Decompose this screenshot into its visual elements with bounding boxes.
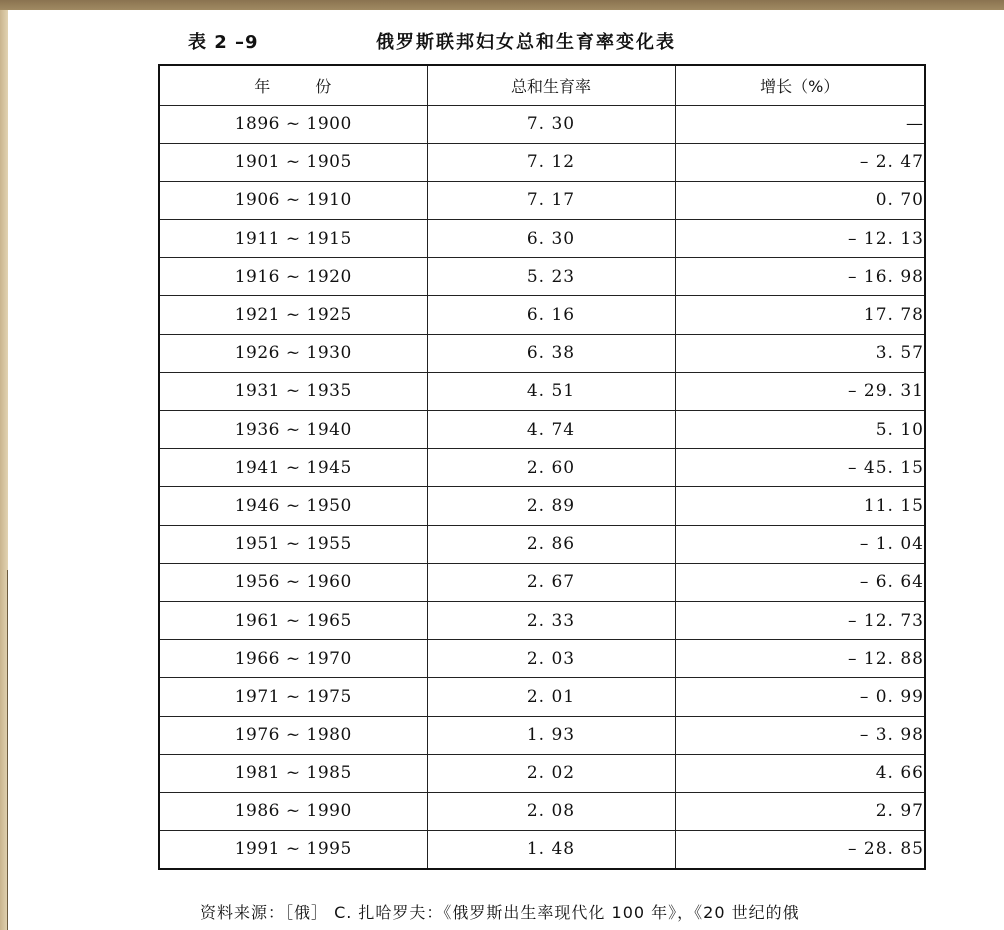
year-cell: 1986 ~ 1990 [159, 792, 427, 830]
growth-cell: 5. 10 [675, 411, 925, 449]
table-number: 表 2 –9 [188, 32, 259, 53]
year-cell: 1936 ~ 1940 [159, 411, 427, 449]
table-caption [188, 28, 748, 54]
table-row [159, 525, 925, 563]
rate-cell: 6. 30 [427, 220, 675, 258]
growth-cell: 4. 66 [675, 754, 925, 792]
growth-cell: – 45. 15 [675, 449, 925, 487]
table-row [159, 563, 925, 601]
source-note: 资料来源：［俄］ C. 扎哈罗夫：《俄罗斯出生率现代化 100 年》，《20 世纪的俄 [200, 903, 800, 922]
header-year [159, 65, 427, 105]
rate-cell: 7. 12 [427, 143, 675, 181]
table-row [159, 143, 925, 181]
rate-cell: 2. 03 [427, 640, 675, 678]
header-rate: 总和生育率 [427, 65, 675, 105]
rate-cell: 2. 33 [427, 601, 675, 639]
growth-cell: – 6. 64 [675, 563, 925, 601]
year-cell: 1941 ~ 1945 [159, 449, 427, 487]
year-cell: 1976 ~ 1980 [159, 716, 427, 754]
year-cell: 1961 ~ 1965 [159, 601, 427, 639]
table-row [159, 181, 925, 219]
growth-cell: – 12. 13 [675, 220, 925, 258]
growth-cell: – 12. 88 [675, 640, 925, 678]
year-cell: 1956 ~ 1960 [159, 563, 427, 601]
table-row [159, 220, 925, 258]
left-page-edge [0, 10, 8, 930]
header-year-right: 份 [315, 76, 333, 96]
table-row [159, 411, 925, 449]
rate-cell: 1. 93 [427, 716, 675, 754]
table-row [159, 296, 925, 334]
table-row [159, 754, 925, 792]
rate-cell: 1. 48 [427, 831, 675, 869]
year-cell: 1901 ~ 1905 [159, 143, 427, 181]
rate-cell: 2. 86 [427, 525, 675, 563]
rate-cell: 2. 02 [427, 754, 675, 792]
table-row [159, 334, 925, 372]
growth-cell: 11. 15 [675, 487, 925, 525]
table-row [159, 640, 925, 678]
rate-cell: 6. 38 [427, 334, 675, 372]
table-row [159, 792, 925, 830]
growth-cell: 0. 70 [675, 181, 925, 219]
year-cell: 1966 ~ 1970 [159, 640, 427, 678]
growth-cell: 17. 78 [675, 296, 925, 334]
table-title: 俄罗斯联邦妇女总和生育率变化表 [376, 32, 676, 53]
table-row [159, 449, 925, 487]
year-cell: 1931 ~ 1935 [159, 372, 427, 410]
year-cell: 1991 ~ 1995 [159, 831, 427, 869]
rate-cell: 5. 23 [427, 258, 675, 296]
growth-cell: – 28. 85 [675, 831, 925, 869]
growth-cell: – 12. 73 [675, 601, 925, 639]
table-row [159, 105, 925, 143]
header-growth: 增长（%） [675, 65, 925, 105]
year-cell: 1916 ~ 1920 [159, 258, 427, 296]
growth-cell: – 0. 99 [675, 678, 925, 716]
year-cell: 1946 ~ 1950 [159, 487, 427, 525]
growth-cell: — [675, 105, 925, 143]
growth-cell: – 2. 47 [675, 143, 925, 181]
year-cell: 1896 ~ 1900 [159, 105, 427, 143]
table-row [159, 372, 925, 410]
year-cell: 1981 ~ 1985 [159, 754, 427, 792]
rate-cell: 4. 74 [427, 411, 675, 449]
growth-cell: 2. 97 [675, 792, 925, 830]
year-cell: 1951 ~ 1955 [159, 525, 427, 563]
year-cell: 1971 ~ 1975 [159, 678, 427, 716]
growth-cell: – 16. 98 [675, 258, 925, 296]
rate-cell: 2. 01 [427, 678, 675, 716]
rate-cell: 2. 60 [427, 449, 675, 487]
year-cell: 1921 ~ 1925 [159, 296, 427, 334]
growth-cell: 3. 57 [675, 334, 925, 372]
year-cell: 1911 ~ 1915 [159, 220, 427, 258]
table-row [159, 831, 925, 869]
window-top-bar [0, 0, 1004, 10]
growth-cell: – 3. 98 [675, 716, 925, 754]
rate-cell: 7. 30 [427, 105, 675, 143]
rate-cell: 2. 89 [427, 487, 675, 525]
table-row [159, 258, 925, 296]
growth-cell: – 29. 31 [675, 372, 925, 410]
rate-cell: 6. 16 [427, 296, 675, 334]
table-header-row [159, 65, 925, 105]
year-cell: 1906 ~ 1910 [159, 181, 427, 219]
table-body [159, 105, 925, 869]
rate-cell: 4. 51 [427, 372, 675, 410]
rate-cell: 2. 67 [427, 563, 675, 601]
fertility-table [158, 64, 926, 870]
document-page [8, 10, 1004, 930]
table-row [159, 487, 925, 525]
growth-cell: – 1. 04 [675, 525, 925, 563]
header-year-left: 年 [254, 76, 272, 96]
rate-cell: 2. 08 [427, 792, 675, 830]
table-row [159, 716, 925, 754]
rate-cell: 7. 17 [427, 181, 675, 219]
table-row [159, 601, 925, 639]
table-row [159, 678, 925, 716]
year-cell: 1926 ~ 1930 [159, 334, 427, 372]
